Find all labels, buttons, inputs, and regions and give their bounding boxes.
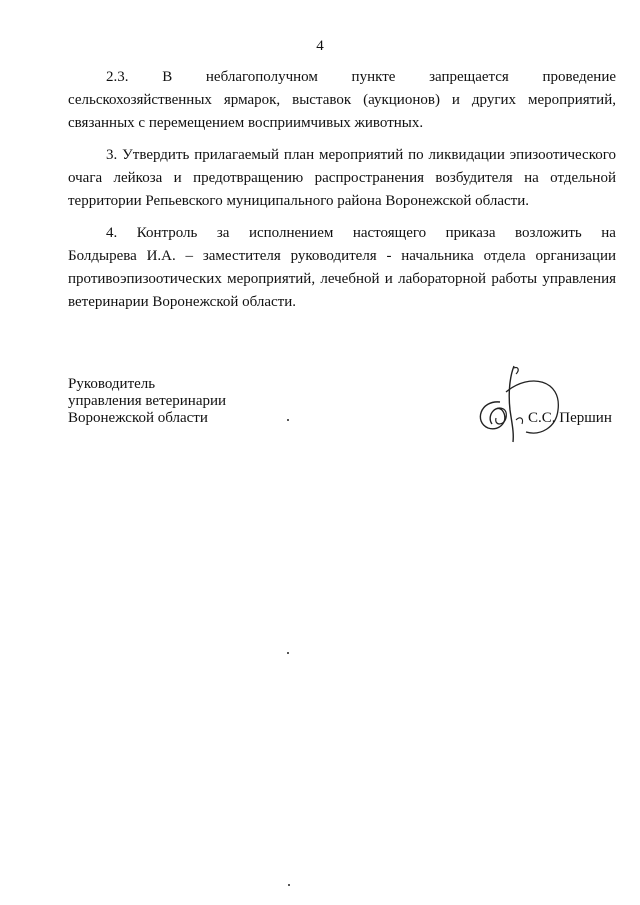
paragraph-line	[68, 222, 616, 245]
signatory-position	[68, 376, 226, 427]
word: запрещается	[429, 69, 509, 85]
signatory-name: С.С. Першин	[528, 410, 612, 426]
paragraph-4	[68, 222, 616, 314]
paragraph-line	[68, 66, 616, 89]
handwritten-signature	[470, 362, 570, 447]
paragraph-line: 3. Утвердить прилагаемый план мероприятий по ликвидации эпизоотического	[106, 147, 616, 163]
word: Контроль	[136, 225, 198, 241]
page-number: 4	[316, 38, 324, 54]
position-line: управления ветеринарии	[68, 393, 227, 409]
word: 2.3.	[106, 69, 129, 85]
word: проведение	[542, 69, 616, 85]
position-line: Руководитель	[68, 376, 156, 392]
paragraph-3	[68, 144, 616, 213]
word: возложить	[514, 225, 582, 241]
word: на	[601, 225, 616, 241]
paragraph-line: сельскохозяйственных ярмарок, выставок (аукционов) и других мероприятий,	[68, 92, 616, 108]
word: пункте	[351, 69, 396, 85]
word: за	[216, 225, 230, 241]
word: неблагополучном	[205, 69, 318, 85]
word: 4.	[106, 225, 118, 241]
paragraph-line: Болдырева И.А. – заместителя руководителя - начальника отдела организации	[68, 248, 616, 264]
word: исполнением	[248, 225, 334, 241]
word: приказа	[445, 225, 496, 241]
position-line: Воронежской области	[68, 410, 208, 426]
word: настоящего	[352, 225, 427, 241]
paragraph-line: связанных с перемещением восприимчивых животных.	[68, 115, 424, 131]
scan-speck	[287, 419, 289, 421]
paragraph-line: территории Репьевского муниципального района Воронежской области.	[68, 193, 529, 209]
word: В	[162, 69, 173, 85]
scan-speck	[288, 884, 290, 886]
paragraph-line: очага лейкоза и предотвращению распространения возбудителя на отдельной	[68, 170, 616, 186]
paragraph-line: противоэпизоотических мероприятий, лечебной и лабораторной работы управления	[68, 271, 616, 287]
paragraph-line: ветеринарии Воронежской области.	[68, 294, 297, 310]
scan-speck	[287, 652, 289, 654]
paragraph-2-3	[68, 66, 616, 135]
